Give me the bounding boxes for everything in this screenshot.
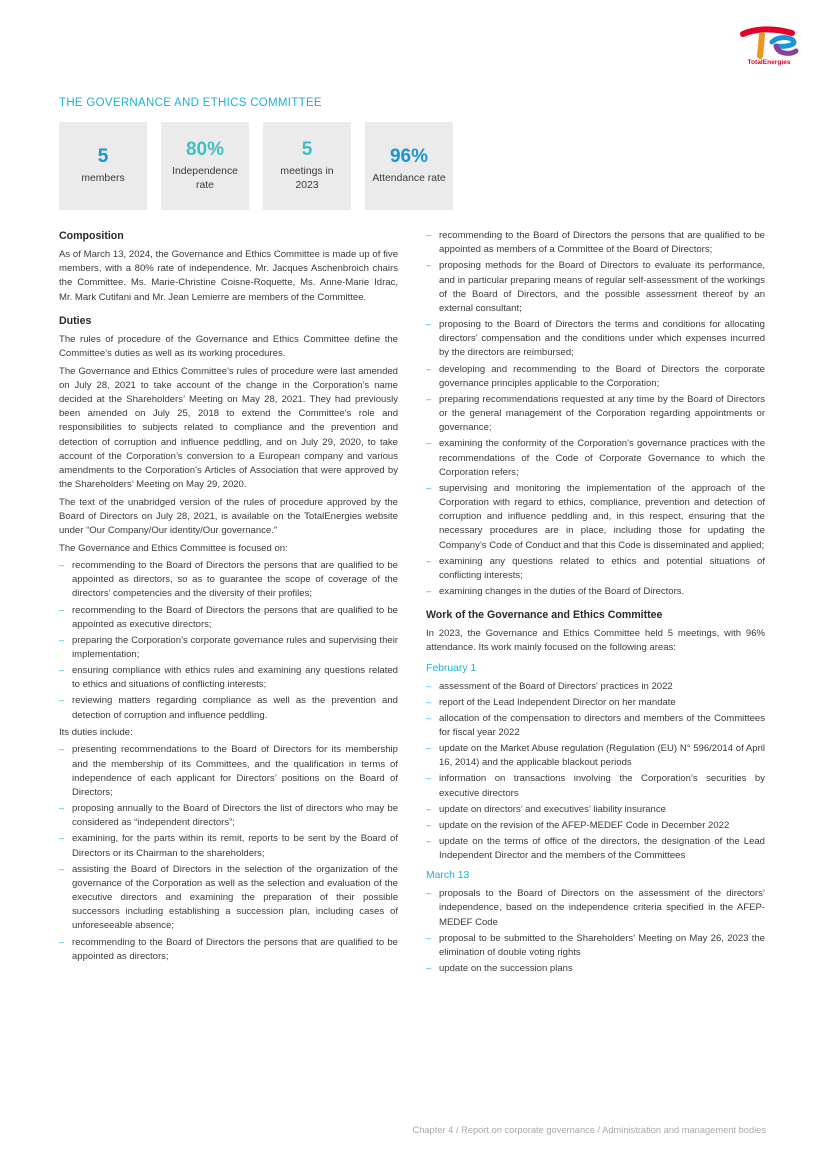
list-item: – ensuring compliance with ethics rules and examining any questions related to ethics and situations of conflicting interests; xyxy=(59,664,398,692)
meetings xyxy=(426,662,765,977)
list-item: – proposal to be submitted to the Shareholders' Meeting on May 26, 2023 the elimination of double voting rights xyxy=(426,932,765,960)
list-item: – assessment of the Board of Directors' practices in 2022 xyxy=(426,680,765,694)
duty-list-right xyxy=(426,229,765,599)
stat-label: Independence rate xyxy=(172,166,238,191)
meeting-items xyxy=(426,680,765,864)
left-column xyxy=(59,229,398,967)
list-item: – assisting the Board of Directors in the selection of the organization of the governance of the Corporation as well as the selection and evaluation of the executive directors and examining the preparation of their possible successors including establishing a succession plan, including cases of unforeseeable absence; xyxy=(59,863,398,934)
stat-value: 96% xyxy=(389,146,429,167)
footer: Chapter 4 / Report on corporate governance / Administration and management bodies xyxy=(412,1125,766,1135)
list-item: – recommending to the Board of Directors the persons that are qualified to be appointed as directors, so as to guarantee the scope of coverage of the directors’ competencies and the diversity of their profiles; xyxy=(59,559,398,602)
list-item: – update on the terms of office of the directors, the designation of the Lead Independent Director and the members of the Committees xyxy=(426,835,765,863)
meeting-items xyxy=(426,887,765,976)
list-item: – preparing recommendations requested at any time by the Board of Directors or the general management of the Corporation regarding appointments or governance; xyxy=(426,393,765,436)
stat-label: members xyxy=(81,173,125,184)
section-title: THE GOVERNANCE AND ETHICS COMMITTEE xyxy=(59,97,322,109)
meeting-date: March 13 xyxy=(426,870,470,882)
list-item: – examining, for the parts within its remit, reports to be sent by the Board of Directors or its Chairman to the shareholders; xyxy=(59,832,398,860)
duties-paragraph: The Governance and Ethics Committee is focused on: xyxy=(59,542,288,554)
duty-list-left xyxy=(59,743,398,964)
logo-mark-icon xyxy=(738,26,800,60)
list-item: – reviewing matters regarding compliance as well as the prevention and detection of corruption and influence peddling. xyxy=(59,694,398,722)
list-item: – presenting recommendations to the Board of Directors for its membership and the membership of its Committees, and the qualification in terms of independence of each applicant for Directors’ positions on the Board of Directors; xyxy=(59,743,398,800)
list-item: – allocation of the compensation to directors and members of the Committees for fiscal year 2022 xyxy=(426,712,765,740)
list-item: – update on directors’ and executives’ liability insurance xyxy=(426,803,765,817)
duties-intro: Its duties include: xyxy=(59,726,133,738)
list-item: – update on the Market Abuse regulation (Regulation (EU) N° 596/2014 of April 16, 2014) and the applicable blackout periods xyxy=(426,742,765,770)
logo-text: TotalEnergies xyxy=(747,59,791,66)
list-item: – update on the revision of the AFEP-MEDEF Code in December 2022 xyxy=(426,819,765,833)
list-item: – information on transactions involving the Corporation’s securities by executive directors xyxy=(426,772,765,800)
list-item: – examining changes in the duties of the Board of Directors. xyxy=(426,585,765,599)
list-item: – examining any questions related to ethics and potential situations of conflicting interests; xyxy=(426,555,765,583)
list-item: – proposals to the Board of Directors on the assessment of the directors’ independence, based on the independence criteria specified in the AFEP-MEDEF Code xyxy=(426,887,765,930)
duties-paragraph: The Governance and Ethics Committee's rules of procedure were last amended on July 28, 2021 to take account of the change in the Corporation's name decided at the Shareholders’ Meeting on May 28, 2021. They had previously been amended on July 25, 2018 to extend the Committee’s role and responsibilities to subjects related to compliance and the prevention and detection of corruption and influence peddling, and on July 29, 2020, to take account of the Corporation’s conversion to a European company and various amendments to the Corporation’s Articles of Association that were approved by the Shareholders’ Meeting on May 29, 2020. xyxy=(59,365,398,491)
list-item: – proposing annually to the Board of Directors the list of directors who may be considered as “independent directors”; xyxy=(59,802,398,830)
stat-label: Attendance rate xyxy=(372,173,446,184)
list-item: – recommending to the Board of Directors the persons that are qualified to be appointed as executive directors; xyxy=(59,604,398,632)
duties-heading: Duties xyxy=(59,314,92,327)
focus-list xyxy=(59,559,398,723)
list-item: – recommending to the Board of Directors the persons that are qualified to be appointed as members of a Committee of the Board of Directors; xyxy=(426,229,765,257)
composition-text: As of March 13, 2024, the Governance and Ethics Committee is made up of five members, with a 80% rate of independence. Mr. Jacques Aschenbroich chairs the Committee. Ms. Marie-Christine Coisne-Roquette, Ms. Anne-Marie Idrac, Mr. Mark Cutifani and Mr. Jean Lemierre are members of the Committee. xyxy=(59,249,398,303)
stat-box xyxy=(365,122,453,210)
stat-box xyxy=(161,122,249,210)
stat-box xyxy=(59,122,147,210)
stat-value: 5 xyxy=(301,139,313,160)
list-item: – preparing the Corporation’s corporate governance rules and supervising their implementation; xyxy=(59,634,398,662)
totalenergies-logo xyxy=(738,26,798,68)
stat-box xyxy=(263,122,351,210)
work-heading: Work of the Governance and Ethics Committee xyxy=(426,609,663,622)
list-item: – developing and recommending to the Board of Directors the corporate governance principles applicable to the Corporation; xyxy=(426,363,765,391)
right-column xyxy=(426,229,765,979)
composition-heading: Composition xyxy=(59,230,124,242)
meeting-date: February 1 xyxy=(426,662,477,674)
list-item: – supervising and monitoring the implementation of the approach of the Corporation with regard to ethics, compliance, prevention and detection of corruption and influence peddling and, in this respect, ensuring that the necessary procedures are in place, including those for updating the Company’s Code of Conduct and that this Code is disseminated and applied; xyxy=(426,482,765,553)
stat-value: 5 xyxy=(97,146,109,167)
stat-label: meetings in 2023 xyxy=(280,166,334,191)
list-item: – examining the conformity of the Corporation's governance practices with the recommendations of the Code of Corporate Governance to which the Corporation refers; xyxy=(426,437,765,480)
stat-value: 80% xyxy=(185,139,225,160)
list-item: – update on the succession plans xyxy=(426,962,765,976)
list-item: – proposing methods for the Board of Directors to evaluate its performance, and in particular preparing means of regular self-assessment of the workings of the Board of Directors, and the possible assessment thereof by an external consultant; xyxy=(426,259,765,316)
list-item: – recommending to the Board of Directors the persons that are qualified to be appointed as directors; xyxy=(59,936,398,964)
duties-paragraph: The text of the unabridged version of the rules of procedure approved by the Board of Directors on July 28, 2021, is available on the TotalEnergies website under “Our Company/Our identity/Our governance.” xyxy=(59,496,398,537)
stats-row xyxy=(59,122,453,210)
work-intro: In 2023, the Governance and Ethics Committee held 5 meetings, with 96% attendance. Its work mainly focused on the following areas: xyxy=(426,628,765,654)
duties-paragraph: The rules of procedure of the Governance and Ethics Committee define the Committee’s duties as well as its working procedures. xyxy=(59,333,398,360)
list-item: – report of the Lead Independent Director on her mandate xyxy=(426,696,765,710)
list-item: – proposing to the Board of Directors the terms and conditions for allocating directors’ compensation and the conditions under which expenses incurred by the directors are reimbursed; xyxy=(426,318,765,361)
